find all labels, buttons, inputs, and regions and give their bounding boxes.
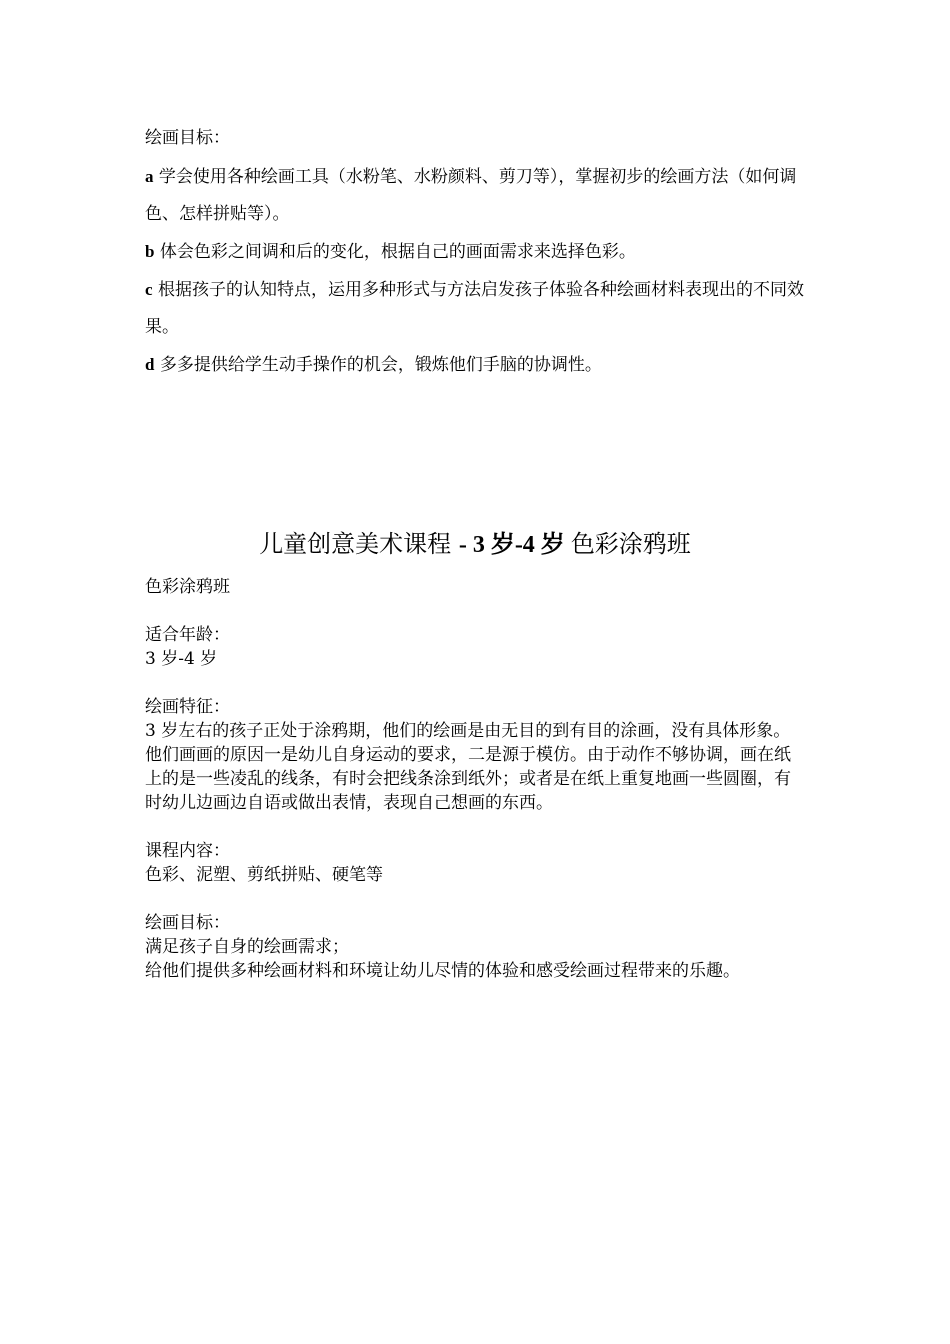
goal-item-c xyxy=(145,271,815,346)
goal-text: 根据孩子的认知特点，运用多种形式与方法启发孩子体验各种绘画材料表现出的不同效果。 xyxy=(145,280,804,337)
goal-label: 绘画目标： xyxy=(145,913,230,933)
goals-section-1 xyxy=(145,120,815,384)
course-details xyxy=(145,575,820,983)
feature-text: 3 岁左右的孩子正处于涂鸦期，他们的绘画是由无目的到有目的涂画，没有具体形象。他们画画的原因一是幼儿自身运动的要求，二是源于模仿。由于动作不够协调，画在纸上的是一些凌乱的线条，有时会把线条涂到纸外；或者是在纸上重复地画一些圆圈，有时幼儿边画边自语或做出表情，表现自己想画的东西。 xyxy=(145,721,791,813)
goal-letter: c xyxy=(145,280,153,299)
goal-line-1: 满足孩子自身的绘画需求； xyxy=(145,937,349,957)
goal-item-a xyxy=(145,158,815,233)
title-age-range: - 3 岁-4 岁 xyxy=(458,532,571,558)
content-label: 课程内容： xyxy=(145,841,230,861)
goal-letter: a xyxy=(145,167,154,186)
goal-text: 体会色彩之间调和后的变化，根据自己的画面需求来选择色彩。 xyxy=(154,242,636,262)
goal-text: 多多提供给学生动手操作的机会，锻炼他们手脑的协调性。 xyxy=(154,355,602,375)
goal-item-b xyxy=(145,233,815,271)
content-value: 色彩、泥塑、剪纸拼贴、硬笔等 xyxy=(145,865,383,885)
goal-text: 学会使用各种绘画工具（水粉笔、水粉颜料、剪刀等），掌握初步的绘画方法（如何调色、怎样拼贴等）。 xyxy=(145,167,797,224)
age-value: 3 岁-4 岁 xyxy=(145,649,218,669)
goal-letter: b xyxy=(145,242,155,261)
age-label: 适合年龄： xyxy=(145,625,230,645)
title-class-name: 色彩涂鸦班 xyxy=(570,530,691,558)
class-name: 色彩涂鸦班 xyxy=(145,577,230,597)
goal-letter: d xyxy=(145,355,155,374)
course-title xyxy=(0,528,950,561)
goal-line-2: 给他们提供多种绘画材料和环境让幼儿尽情的体验和感受绘画过程带来的乐趣。 xyxy=(145,961,740,981)
goals-heading: 绘画目标： xyxy=(145,128,230,148)
title-course-name: 儿童创意美术课程 xyxy=(259,530,459,558)
goal-item-d xyxy=(145,346,815,384)
feature-label: 绘画特征： xyxy=(145,697,230,717)
